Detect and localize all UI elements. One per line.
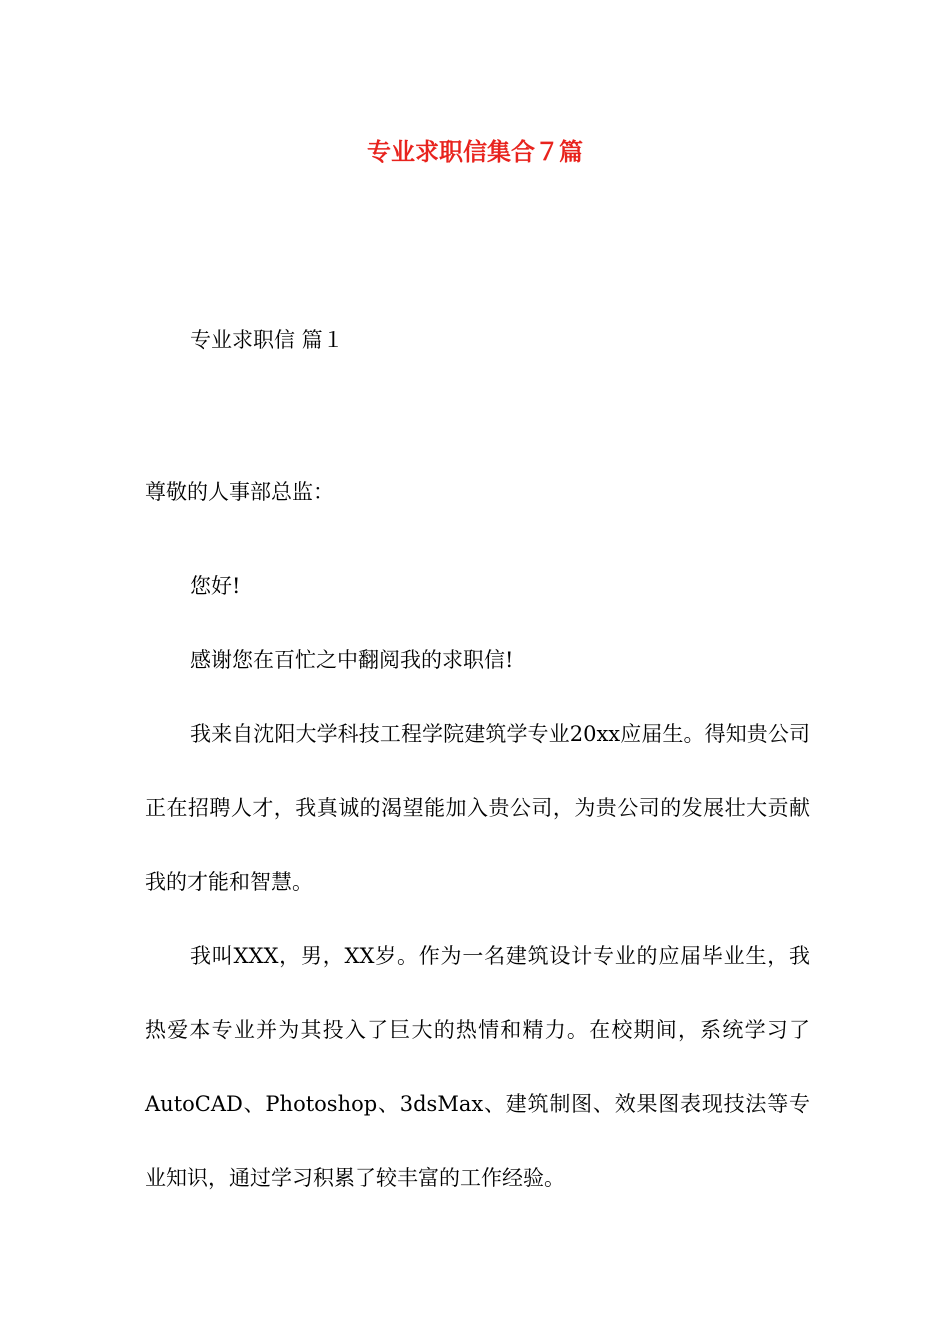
paragraph-introduction: 我来自沈阳大学科技工程学院建筑学专业20xx应届生。得知贵公司正在招聘人才，我真诚的渴望能加入贵公司，为贵公司的发展壮大贡献我的才能和智慧。: [145, 722, 810, 894]
paragraph-thanks: 感谢您在百忙之中翻阅我的求职信!: [190, 648, 514, 672]
salutation: 尊敬的人事部总监：: [145, 480, 334, 504]
letter-body: [145, 549, 810, 1215]
paragraph-greeting: 您好!: [190, 574, 241, 598]
document-title: 专业求职信集合７篇: [367, 137, 583, 166]
paragraph-background: 我叫XXX，男，XX岁。作为一名建筑设计专业的应届毕业生，我热爱本专业并为其投入了巨大的热情和精力。在校期间，系统学习了AutoCAD、Photoshop、3dsMax、建筑制图、效果图表现技法等专业知识，通过学习积累了较丰富的工作经验。: [145, 944, 810, 1190]
section-heading: 专业求职信 篇１: [190, 328, 344, 352]
